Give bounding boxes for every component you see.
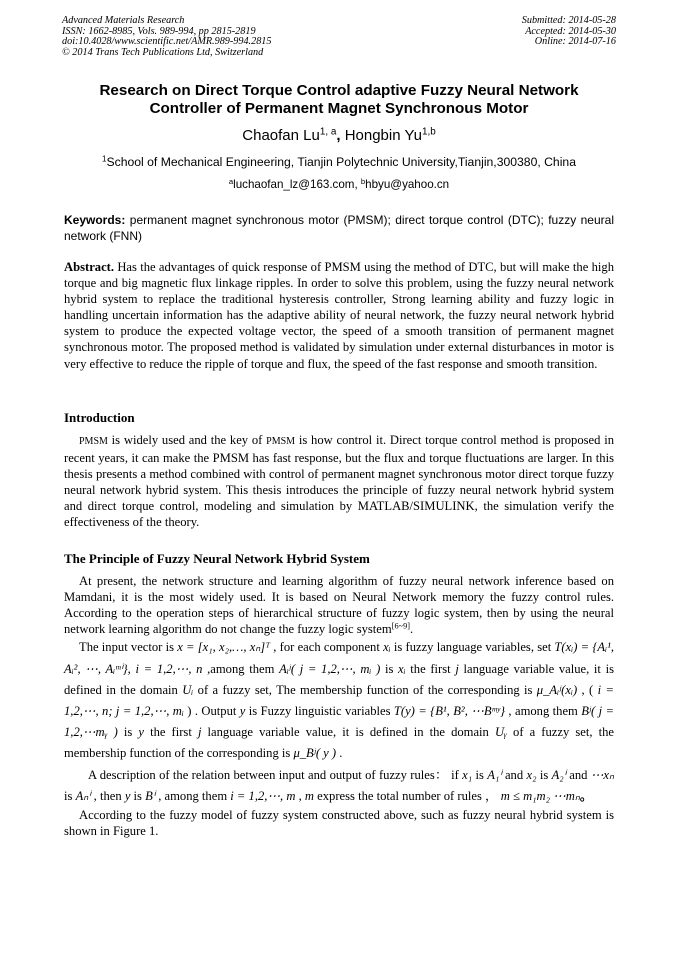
text: , among them [505, 703, 582, 718]
math: Aᵢʲ( j = 1,2,⋯, mᵢ ) [279, 661, 381, 676]
text: , ( [577, 682, 598, 697]
author-list [40, 127, 638, 145]
online-date: Online: 2014-07-16 [534, 36, 616, 48]
math: Uᵧ [494, 725, 507, 740]
math: x₂ [526, 767, 537, 782]
copyright-line: © 2014 Trans Tech Publications Ltd, Switzerland [62, 46, 264, 58]
math: i = 1,2,⋯, m [230, 788, 296, 803]
title-line-1: Research on Direct Torque Control adaptive Fuzzy Neural Network [99, 82, 579, 99]
math: Aₙⁱ [75, 788, 91, 803]
input-vector-eq: x = [x₁, x₂,…, xₙ]ᵀ [177, 640, 271, 655]
math: A₂ⁱ [551, 767, 566, 782]
principle-paragraph-4: According to the fuzzy model of fuzzy system constructed above, such as fuzzy neural hybrid system is shown in Figure 1. [64, 808, 614, 839]
doi-line: doi:10.4028/www.scientific.net/AMR.989-994.2815 [62, 36, 272, 48]
email-a[interactable]: luchaofan_lz@163.com, [233, 178, 361, 191]
text: ,among them [202, 661, 280, 676]
principle-paragraph-2 [64, 637, 614, 764]
text: is Fuzzy linguistic variables [245, 703, 394, 718]
output-set-eq: T(y) = {B¹, B², ⋯Bᵐʸ} [393, 703, 506, 718]
author-separator: , [336, 127, 345, 144]
email-b[interactable]: hbyu@yahoo.cn [365, 178, 450, 191]
math: xᵢ [383, 640, 391, 655]
section-heading-principle: The Principle of Fuzzy Neural Network Hybrid System [64, 551, 370, 566]
journal-info [62, 16, 271, 58]
email-b-marker: b [360, 176, 366, 186]
abstract-text: Has the advantages of quick response of PMSM using the method of DTC, but will make the high torque and big magnetic flux linkage ripples. In order to solve this problem, using the fuzzy neural network hybrid system to replace the traditional hysteresis controller, Strong learning ability and fuzzy logic in handling uncertain information has the adaptive ability of neural network, the fuzzy neural network hybrid system to produce the expected voltage vector, the speed of a smooth transition of permanent magnet synchronous motor. The proposed method is validated by simulation under external disturbances in motor is very effective to reduce the ripple of torque and flux, the speed of the fast response and smooth transition. [64, 260, 614, 371]
text: the first [143, 725, 198, 740]
email-a-marker: a [228, 176, 234, 186]
math: y [124, 788, 131, 803]
text: language variable value, it is defined in the domain [201, 725, 495, 740]
text: language variable value, it is defined in the domain [64, 661, 615, 697]
text: , [295, 788, 305, 803]
affiliation-marker: 1 [102, 154, 107, 164]
math: xᵢ [398, 661, 406, 676]
text: is fuzzy language variables, set [390, 640, 555, 655]
text: . [410, 622, 414, 637]
text: of a fuzzy set, the membership function of the corresponding is [64, 725, 614, 761]
principle-body [64, 573, 614, 839]
math: Bʲ( j = 1,2,⋯mᵧ ) [64, 703, 614, 740]
rule-count-inequality: m ≤ m₁m₂ ⋯mₙ [500, 788, 580, 803]
title-line-2: Controller of Permanent Magnet Synchronous Motor [149, 100, 529, 117]
abbrev-pmsm: PMSM [79, 436, 108, 447]
math: j [197, 725, 202, 740]
paper-title [40, 82, 638, 118]
principle-paragraph-3 [64, 765, 614, 807]
author-1: Chaofan Lu [242, 127, 320, 144]
text: and [565, 767, 591, 782]
text: 。 [579, 788, 593, 803]
author-2-affil: 1,b [421, 126, 436, 138]
journal-name: Advanced Materials Research [62, 15, 185, 26]
text: The input vector is [79, 640, 178, 655]
text: is [536, 767, 552, 782]
fuzzy-set-eq: T(xᵢ) = {Aᵢ¹, Aᵢ², ⋯, Aᵢᵐⁱ}, i = 1,2,⋯, n [64, 640, 614, 676]
intro-text-1: is widely used and the key of [107, 433, 267, 447]
math: Bⁱ [145, 788, 156, 803]
citation-ref: [6~9] [391, 621, 411, 631]
author-2: Hongbin Yu [344, 127, 422, 144]
text: At present, the network structure and learning algorithm of fuzzy neural network inference based on Mamdani, it is the most widely used. It is based on Neural Network memory the fuzzy control rules. According to the operation steps of hierarchical structure of fuzzy logic system, then by using the neural network learning algorithm do not change the fuzzy logic system [64, 574, 614, 637]
membership-function-eq: μ_Aᵢʲ(xᵢ) [536, 682, 578, 697]
text: is [130, 788, 146, 803]
math: A₁ⁱ [487, 767, 502, 782]
publication-dates [522, 16, 616, 48]
introduction-body [64, 432, 614, 531]
math: ⋯xₙ [590, 767, 615, 782]
math: μ_Bʲ( y ) [293, 746, 337, 761]
text: is [117, 725, 139, 740]
abstract-label: Abstract. [64, 260, 115, 274]
math: m [304, 788, 314, 803]
issn-line: ISSN: 1662-8985, Vols. 989-994, pp 2815-2819 [62, 25, 256, 37]
keywords-text: permanent magnet synchronous motor (PMSM); direct torque control (DTC); fuzzy neural network (FNN) [64, 213, 614, 243]
principle-paragraph-1 [64, 573, 614, 637]
math: Uᵢ [182, 682, 194, 697]
affiliation-text: School of Mechanical Engineering, Tianjin Polytechnic University,Tianjin,300380, China [106, 155, 576, 169]
text: is [380, 661, 399, 676]
math: y [239, 703, 246, 718]
text: and [501, 767, 527, 782]
author-emails [40, 177, 638, 193]
math: y [138, 725, 144, 740]
math: x₁ [462, 767, 473, 782]
text: of a fuzzy set, The membership function of the corresponding is [193, 682, 537, 697]
text: , then [90, 788, 125, 803]
text: ) . Output [183, 703, 240, 718]
abbrev-pmsm: PMSM [266, 436, 296, 447]
text: , among them [155, 788, 231, 803]
text: A description of the relation between input and output of fuzzy rules： if [88, 767, 463, 782]
abstract [64, 259, 614, 372]
text: , for each component [270, 640, 384, 655]
text: is [64, 788, 76, 803]
author-1-affil: 1, a [319, 126, 337, 138]
keywords-label: Keywords: [64, 213, 126, 227]
math: j [455, 661, 459, 676]
affiliation [40, 154, 638, 170]
text: express the total number of rules ， [314, 788, 501, 803]
text: . [336, 746, 343, 761]
text: the first [405, 661, 456, 676]
intro-text-2: is how control it. Direct torque control method is proposed in recent years, it can make the PMSM has fast response, but the flux and torque fluctuations are larger. In this thesis presents a method combined with control of permanent magnet synchronous motor direct torque fuzzy neural network hybrid system. This thesis introduces the principle of fuzzy neural network hybrid system and direct torque control, modeling and simulation by MATLAB/SIMULINK, the simulation verify the effectiveness of the theory. [64, 433, 614, 530]
section-heading-introduction: Introduction [64, 410, 135, 425]
submitted-date: Submitted: 2014-05-28 [521, 15, 616, 26]
text: is [472, 767, 488, 782]
math: i = 1,2,⋯, n; j = 1,2,⋯, mᵢ [64, 682, 614, 718]
keywords [64, 212, 614, 244]
accepted-date: Accepted: 2014-05-30 [525, 25, 616, 37]
